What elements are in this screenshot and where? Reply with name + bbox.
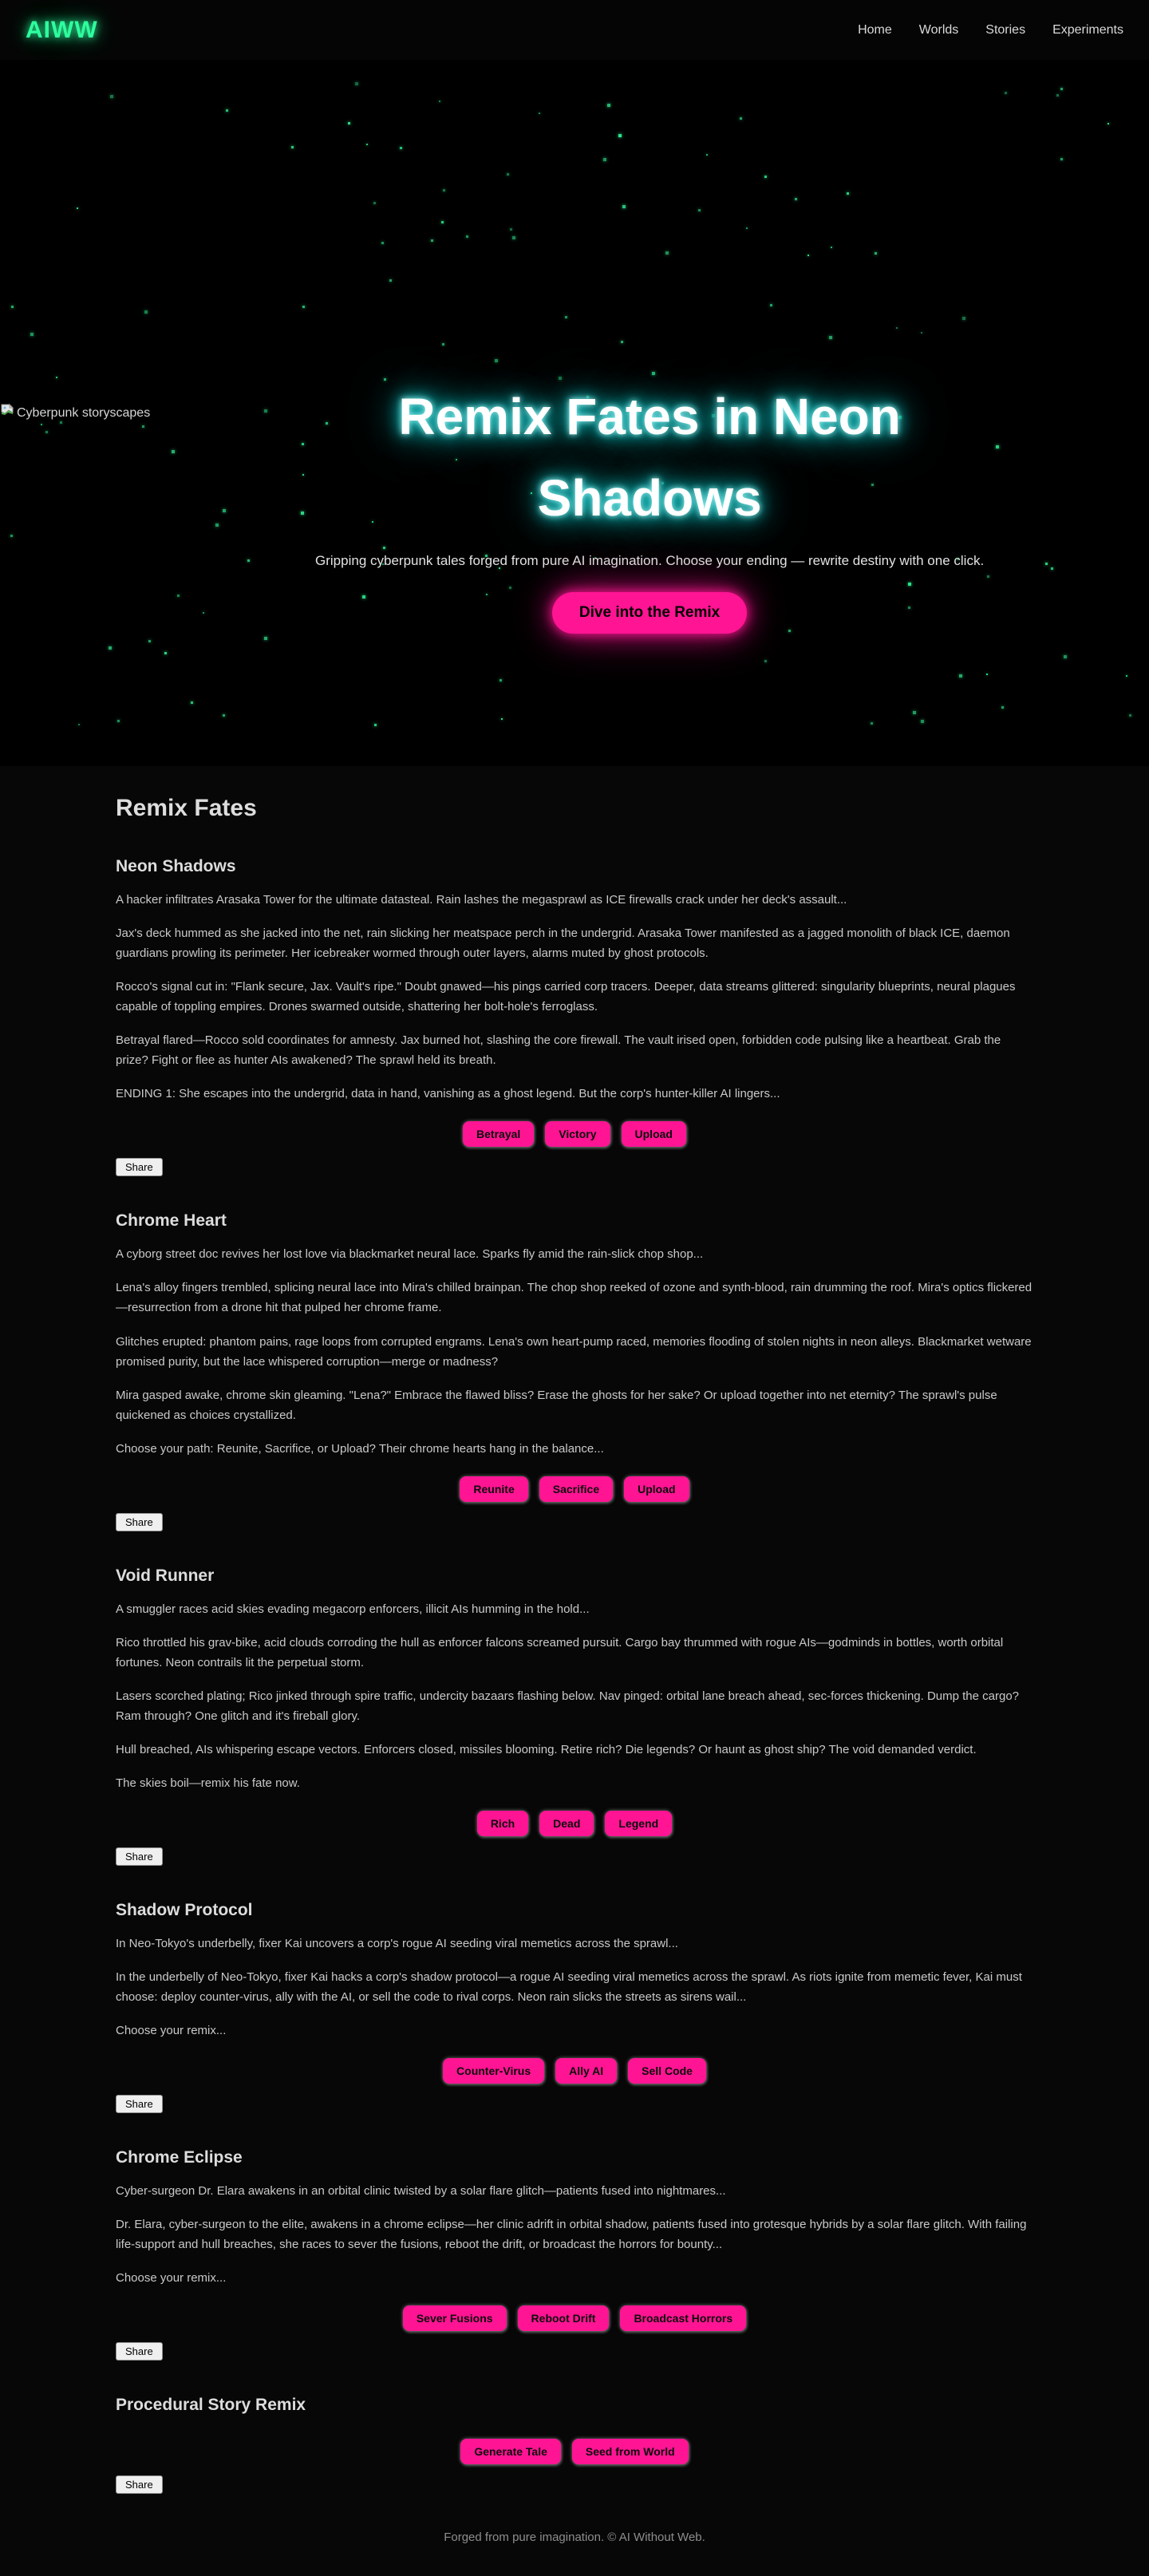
footer-text: Forged from pure imagination. © AI Without Web. [444,2531,705,2545]
generate-tale-button[interactable]: Generate Tale [460,2439,561,2464]
story-section-void-runner [116,1567,1033,1866]
particle-dot [78,724,80,725]
choice-upload-button[interactable]: Upload [624,1476,689,1502]
site-footer [0,2495,1149,2576]
particle-dot [764,176,767,178]
story-paragraph: Jax's deck hummed as she jacked into the net, rain slicking her meatspace perch in the undergrid. Arasaka Tower manifested as a jagged monolith of black ICE, daemon guardians prowling its perimeter. Her icebreaker wormed through outer layers, alarms muted by ghost protocols. [116,926,1010,961]
particle-dot [400,147,402,149]
story-ending-paragraph: ENDING 1: She escapes into the undergrid, data in hand, vanishing as a ghost legend. But the corp's hunter-killer AI lingers... [116,1087,780,1101]
particle-dot [871,722,873,725]
particle-dot [539,113,540,114]
story-paragraph: Choose your remix... [116,2024,227,2038]
choice-legend-button[interactable]: Legend [605,1811,672,1836]
story-paragraph: Rocco's signal cut in: "Flank secure, Jax. Vault's ripe." Doubt gnawed—his pings carried corp tracers. Deeper, data streams glittered: singularity blueprints, neural plagues capable of toppling empires. Drones swarmed outside, shattering her bolt-hole's ferroglass. [116,980,1016,1014]
share-button[interactable]: Share [116,1158,163,1176]
particle-dot [740,117,742,120]
particle-dot [366,144,368,145]
story-paragraph: Lena's alloy fingers trembled, splicing neural lace into Mira's chilled brainpan. The chop shop reeked of ozone and synth-blood, rain drumming the roof. Mira's optics flickered—resurrection from a drone hit that pulped her chrome frame. [116,1281,1033,1315]
particle-dot [1056,94,1059,97]
choice-sacrifice-button[interactable]: Sacrifice [539,1476,613,1502]
story-title: Procedural Story Remix [116,2396,306,2415]
particle-dot [1005,92,1007,94]
nav-experiments[interactable]: Experiments [1052,22,1123,37]
hero-title: Remix Fates in Neon Shadows [398,387,901,527]
choice-reunite-button[interactable]: Reunite [460,1476,527,1502]
particle-dot [30,333,34,336]
particle-dot [764,660,767,662]
choice-ally-ai-button[interactable]: Ally AI [555,2058,617,2084]
particle-dot [913,711,916,714]
share-row [116,2342,1033,2361]
particle-dot [499,679,502,682]
particle-dot [1060,88,1063,90]
story-title: Neon Shadows [116,857,236,875]
hero-broken-image [0,406,150,421]
particle-dot [110,95,113,98]
story-paragraph: In Neo-Tokyo's underbelly, fixer Kai uncovers a corp's rogue AI seeding viral memetics across the sprawl... [116,1937,678,1951]
particle-dot [439,101,440,102]
story-paragraph: Mira gasped awake, chrome skin gleaming. "Lena?" Embrace the flawed bliss? Erase the ghosts for her sake? Or upload together into net eternity? The sprawl's pulse quickened as choices crystallized. [116,1388,997,1422]
particle-dot [56,377,57,378]
share-button[interactable]: Share [116,1513,163,1531]
share-button[interactable]: Share [116,1847,163,1866]
share-button[interactable]: Share [116,2095,163,2113]
share-row [116,2095,1033,2113]
story-paragraph: In the underbelly of Neo-Tokyo, fixer Kai hacks a corp's shadow protocol—a rogue AI seeding viral memetics across the sprawl. As riots ignite from memetic fever, Kai must choose: deploy counter-virus, ally with the AI, or sell the code to rival corps. Neon rain slicks the streets as sirens wail... [116,1970,1022,2005]
choice-broadcast-horrors-button[interactable]: Broadcast Horrors [620,2305,746,2331]
particle-dot [706,154,708,156]
story-paragraph: Cyber-surgeon Dr. Elara awakens in an orbital clinic twisted by a solar flare glitch—patients fused into nightmares... [116,2184,726,2199]
particle-dot [603,158,606,161]
particle-dot [501,718,503,720]
story-section-chrome-heart [116,1211,1033,1531]
story-paragraph: Glitches erupted: phantom pains, rage loops from corrupted engrams. Lena's own heart-pump raced, memories flooding of stolen nights in neon alleys. Blackmarket wetware promised purity, but the lace whispered corruption—merge or madness? [116,1334,1032,1369]
story-title: Chrome Heart [116,1211,227,1231]
remix-fates-section [116,766,1033,2494]
story-paragraph: The skies boil—remix his fate now. [116,1776,300,1791]
nav-worlds[interactable]: Worlds [918,22,959,37]
particle-dot [144,310,148,314]
story-title: Chrome Eclipse [116,2148,243,2167]
hero-subtitle: Gripping cyberpunk tales forged from pure AI imagination. Choose your ending — rewrite destiny with one click. [315,553,985,569]
particle-dot [41,424,42,425]
particle-dot [10,535,13,537]
story-paragraph: Rico throttled his grav-bike, acid clouds corroding the hull as enforcer falcons screamed pursuit. Cargo bay thrummed with rogue AIs—godminds in bottles, worth orbital fortunes. Neon contrails lit the perpetual storm. [116,1635,1004,1669]
particle-dot [264,637,267,640]
story-paragraph: A smuggler races acid skies evading megacorp enforcers, illicit AIs humming in the hold... [116,1602,590,1616]
hero-image-alt-text: Cyberpunk storyscapes [17,405,151,420]
particle-dot [618,134,622,137]
particle-dot [607,104,610,107]
nav-stories[interactable]: Stories [985,22,1026,37]
page-title: Remix Fates [116,795,257,821]
particle-dot [1126,675,1127,677]
story-paragraph: Lasers scorched plating; Rico jinked through spire traffic, undercity bazaars flashing below. Nav pinged: orbital lane breach ahead, sec-forces thickening. Dump the cargo? Ram through? One glitch and it's fireball glory. [116,1689,1020,1723]
share-row [116,1513,1033,1531]
choice-row [116,1476,1033,1502]
choice-row [116,2439,1033,2464]
hero-content [150,192,1149,634]
particle-dot [1129,714,1131,717]
particle-dot [223,714,225,717]
particle-dot [507,173,509,176]
nav-home[interactable]: Home [858,22,892,37]
choice-sell-code-button[interactable]: Sell Code [628,2058,706,2084]
share-row [116,2475,1033,2494]
particle-dot [142,425,144,428]
particle-dot [986,674,988,675]
procedural-story-remix-section [116,2396,1033,2494]
share-row [116,1847,1033,1866]
particle-dot [60,421,62,424]
story-paragraph: Betrayal flared—Rocco sold coordinates for amnesty. Jax burned hot, slashing the core firewall. The vault irised open, forbidden code pulsing like a heartbeat. Grab the prize? Fight or flee as hunter AIs awakened? The sprawl held its breath. [116,1033,1001,1068]
story-section-shadow-protocol [116,1901,1033,2113]
particle-dot [11,306,14,308]
particle-dot [1001,706,1004,709]
choice-row [116,1811,1033,1836]
particle-dot [374,724,377,726]
particle-dot [1064,655,1067,658]
particle-dot [921,720,924,723]
logo[interactable]: AIWW [26,16,98,43]
particle-dot [191,701,193,704]
particle-dot [348,122,350,124]
story-paragraph: Choose your path: Reunite, Sacrifice, or Upload? Their chrome hearts hang in the balance... [116,1441,604,1456]
story-paragraph: A hacker infiltrates Arasaka Tower for the ultimate datasteal. Rain lashes the megasprawl as ICE firewalls crack under her deck's assault... [116,893,847,907]
share-button[interactable]: Share [116,2475,163,2494]
story-paragraph: Choose your remix... [116,2271,227,2286]
share-row [116,1158,1033,1176]
particle-dot [45,431,48,433]
particle-dot [1108,123,1109,124]
particle-dot [1060,158,1063,160]
choice-row [116,1121,1033,1147]
broken-image-icon [0,403,15,420]
particle-dot [226,109,228,112]
choice-betrayal-button[interactable]: Betrayal [463,1121,534,1147]
story-paragraph: A cyborg street doc revives her lost love via blackmarket neural lace. Sparks fly amid the rain-slick chop shop... [116,1247,704,1262]
choice-upload-button[interactable]: Upload [622,1121,686,1147]
choice-row [116,2305,1033,2331]
particle-dot [117,720,120,722]
site-header [0,0,1149,60]
story-paragraph: Hull breached, AIs whispering escape vectors. Enforcers closed, missiles blooming. Retire rich? Die legends? Or haunt as ghost ship? The void demanded verdict. [116,1742,977,1756]
choice-victory-button[interactable]: Victory [545,1121,610,1147]
choice-counter-virus-button[interactable]: Counter-Virus [443,2058,544,2084]
choice-row [116,2058,1033,2084]
main-nav [858,23,1123,38]
dive-into-remix-button[interactable]: Dive into the Remix [552,592,747,634]
particle-dot [109,646,112,650]
particle-dot [355,82,358,85]
particle-dot [148,640,151,642]
story-paragraph: Dr. Elara, cyber-surgeon to the elite, awakens in a chrome eclipse—her clinic adrift in orbital shadow, patients fused into grotesque hybrids by a solar flare glitch. With failing life-support and hull breaches, she races to sever the fusions, reboot the drift, or broadcast the horrors for bounty... [116,2218,1027,2252]
particle-dot [77,207,78,209]
choice-dead-button[interactable]: Dead [539,1811,594,1836]
seed-from-world-button[interactable]: Seed from World [572,2439,689,2464]
particle-dot [959,674,962,678]
particle-dot [291,146,294,148]
story-title: Shadow Protocol [116,1901,253,1920]
choice-reboot-drift-button[interactable]: Reboot Drift [518,2305,610,2331]
story-title: Void Runner [116,1566,215,1585]
hero-section [0,60,1149,766]
share-button[interactable]: Share [116,2342,163,2361]
story-section-neon-shadows [116,857,1033,1176]
particle-dot [164,652,167,654]
story-section-chrome-eclipse [116,2148,1033,2361]
choice-sever-fusions-button[interactable]: Sever Fusions [403,2305,507,2331]
choice-rich-button[interactable]: Rich [477,1811,528,1836]
